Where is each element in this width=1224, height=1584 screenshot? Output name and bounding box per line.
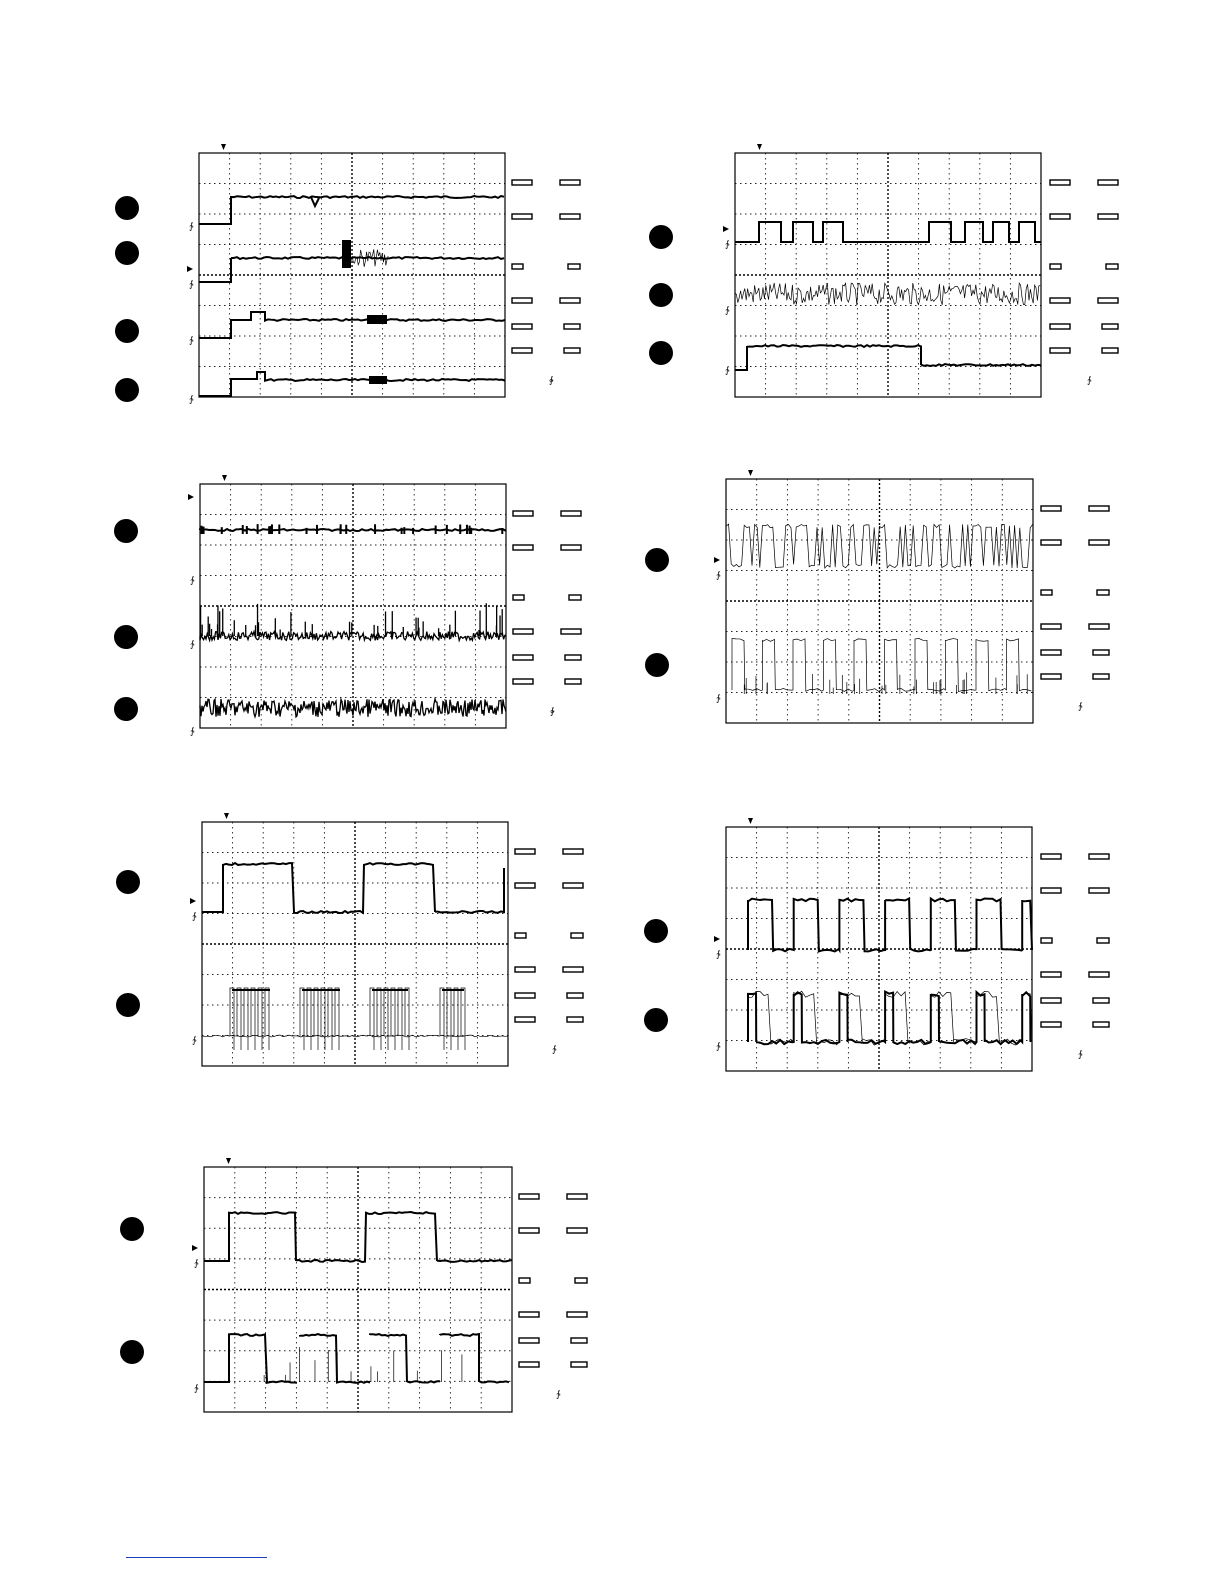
readout-bar-right bbox=[560, 180, 580, 185]
channel-badge bbox=[645, 548, 669, 572]
readout-bar-right bbox=[561, 511, 581, 516]
trigger-slope-symbol: ∲ bbox=[549, 376, 554, 386]
channel-2-trace bbox=[732, 639, 1031, 694]
readout-bar-left bbox=[519, 1194, 539, 1199]
readout-bar-right bbox=[564, 348, 580, 353]
readout-bar-right bbox=[563, 883, 583, 888]
readout-bar-left bbox=[1041, 972, 1061, 977]
readout-bar-left bbox=[519, 1312, 539, 1317]
ground-reference-marker: ∱ bbox=[716, 571, 721, 581]
trigger-level-marker bbox=[190, 898, 196, 904]
readout-bar-right bbox=[568, 264, 580, 269]
ground-reference-marker: ∱ bbox=[725, 306, 730, 316]
readout-bar-right bbox=[560, 214, 580, 219]
readout-bar-left bbox=[1050, 348, 1070, 353]
readout-bar-right bbox=[567, 1194, 587, 1199]
readout-bar-right bbox=[1093, 1022, 1109, 1027]
channel-badge bbox=[115, 196, 139, 220]
readout-bar-left bbox=[1041, 674, 1061, 679]
channel-badge bbox=[120, 1217, 144, 1241]
readout-bar-left bbox=[513, 511, 533, 516]
channel-2-trace bbox=[748, 991, 1032, 1045]
oscilloscope-panel-p6 bbox=[644, 818, 1109, 1071]
oscilloscope-panel-p2 bbox=[649, 144, 1118, 397]
readout-bar-left bbox=[512, 324, 532, 329]
channel-badge bbox=[649, 283, 673, 307]
channel-2-spikes bbox=[264, 1347, 462, 1382]
readout-bar-right bbox=[1089, 540, 1109, 545]
channel-4-burst bbox=[369, 376, 387, 384]
readout-bar-right bbox=[563, 849, 583, 854]
ground-reference-marker: ∱ bbox=[190, 640, 195, 650]
readout-bar-left bbox=[513, 655, 533, 660]
ground-reference-marker: ∱ bbox=[725, 366, 730, 376]
ground-reference-marker: ∱ bbox=[716, 950, 721, 960]
readout-bar-left bbox=[1050, 180, 1070, 185]
readout-bar-left bbox=[1041, 650, 1061, 655]
readout-bar-right bbox=[1093, 674, 1109, 679]
channel-badge bbox=[115, 319, 139, 343]
trigger-level-marker bbox=[723, 226, 729, 232]
trigger-position-marker bbox=[757, 144, 762, 150]
readout-bar-left bbox=[515, 993, 535, 998]
trigger-level-marker bbox=[192, 1245, 198, 1251]
readout-bar-left bbox=[1041, 624, 1061, 629]
readout-bar-left bbox=[1041, 1022, 1061, 1027]
readout-bar-left bbox=[513, 679, 533, 684]
ground-reference-marker: ∱ bbox=[716, 694, 721, 704]
trigger-level-marker bbox=[188, 494, 194, 500]
readout-bar-right bbox=[1102, 324, 1118, 329]
trigger-slope-symbol: ∱ bbox=[552, 1045, 557, 1055]
readout-bar-left bbox=[513, 629, 533, 634]
channel-badge bbox=[644, 919, 668, 943]
ground-reference-marker: ∱ bbox=[189, 336, 194, 346]
readout-bar-left bbox=[1041, 854, 1061, 859]
readout-bar-left bbox=[1041, 998, 1061, 1003]
channel-badge bbox=[649, 225, 673, 249]
channel-2-trace bbox=[204, 1334, 509, 1383]
readout-bar-right bbox=[567, 1312, 587, 1317]
ground-reference-marker: ∱ bbox=[189, 222, 194, 232]
readout-bar-left bbox=[513, 545, 533, 550]
footer-rule bbox=[126, 1557, 267, 1558]
readout-bar-left bbox=[512, 180, 532, 185]
oscilloscope-panel-p7 bbox=[120, 1158, 587, 1412]
channel-badge bbox=[645, 653, 669, 677]
readout-bar-right bbox=[571, 1362, 587, 1367]
channel-2-ringing bbox=[748, 992, 1030, 1045]
channel-badge bbox=[115, 241, 139, 265]
readout-bar-right bbox=[567, 1017, 583, 1022]
channel-1-trace bbox=[202, 863, 504, 913]
readout-bar-left bbox=[1041, 506, 1061, 511]
ground-reference-marker: ∱ bbox=[192, 912, 197, 922]
readout-bar-right bbox=[1098, 298, 1118, 303]
channel-badge bbox=[114, 697, 138, 721]
ground-reference-marker: ∱ bbox=[192, 1036, 197, 1046]
channel-badge bbox=[116, 870, 140, 894]
readout-bar-right bbox=[571, 1338, 587, 1343]
trigger-position-marker bbox=[222, 475, 227, 481]
ground-reference-marker: ∱ bbox=[190, 576, 195, 586]
readout-bar-right bbox=[1102, 348, 1118, 353]
oscilloscope-panel-p4 bbox=[645, 470, 1109, 723]
channel-2-burst bbox=[342, 240, 351, 268]
readout-bar-right bbox=[561, 545, 581, 550]
readout-bar-left bbox=[1041, 590, 1052, 595]
readout-bar-right bbox=[567, 993, 583, 998]
channel-1-glitch bbox=[311, 197, 319, 206]
ground-reference-marker: ∱ bbox=[725, 240, 730, 250]
readout-bar-right bbox=[569, 595, 581, 600]
trigger-slope-symbol: ∱ bbox=[1078, 1050, 1083, 1060]
readout-bar-left bbox=[515, 933, 526, 938]
readout-bar-left bbox=[512, 264, 523, 269]
channel-badge bbox=[114, 625, 138, 649]
readout-bar-left bbox=[512, 214, 532, 219]
channel-badge bbox=[120, 1340, 144, 1364]
readout-bar-right bbox=[1097, 938, 1109, 943]
readout-bar-left bbox=[519, 1228, 539, 1233]
readout-bar-right bbox=[571, 933, 583, 938]
readout-bar-left bbox=[519, 1278, 530, 1283]
readout-bar-right bbox=[561, 629, 581, 634]
trigger-slope-symbol: ∱ bbox=[556, 1390, 561, 1400]
trigger-position-marker bbox=[226, 1158, 231, 1164]
readout-bar-left bbox=[1050, 298, 1070, 303]
readout-bar-left bbox=[515, 967, 535, 972]
ground-reference-marker: ∱ bbox=[194, 1259, 199, 1269]
ground-reference-marker: ∱ bbox=[189, 395, 194, 405]
channel-badge bbox=[649, 341, 673, 365]
readout-bar-left bbox=[515, 849, 535, 854]
channel-3-burst bbox=[367, 315, 387, 324]
trigger-slope-symbol: ∱ bbox=[1078, 702, 1083, 712]
readout-bar-left bbox=[1050, 264, 1061, 269]
readout-bar-right bbox=[1089, 506, 1109, 511]
oscilloscope-panel-p3 bbox=[114, 475, 581, 737]
readout-bar-left bbox=[519, 1362, 539, 1367]
readout-bar-left bbox=[1050, 214, 1070, 219]
readout-bar-right bbox=[1106, 264, 1118, 269]
trigger-position-marker bbox=[224, 813, 229, 819]
readout-bar-right bbox=[1089, 888, 1109, 893]
readout-bar-left bbox=[519, 1338, 539, 1343]
readout-bar-right bbox=[560, 298, 580, 303]
trigger-slope-symbol: ∱ bbox=[1087, 376, 1092, 386]
readout-bar-left bbox=[1041, 540, 1061, 545]
readout-bar-left bbox=[512, 298, 532, 303]
trigger-level-marker bbox=[187, 266, 193, 272]
oscilloscope-panel-p1 bbox=[115, 144, 580, 405]
readout-bar-right bbox=[1089, 624, 1109, 629]
readout-bar-left bbox=[515, 883, 535, 888]
readout-bar-right bbox=[1089, 854, 1109, 859]
readout-bar-right bbox=[1093, 998, 1109, 1003]
readout-bar-left bbox=[513, 595, 524, 600]
channel-badge bbox=[115, 378, 139, 402]
readout-bar-left bbox=[1050, 324, 1070, 329]
ground-reference-marker: ∱ bbox=[189, 280, 194, 290]
readout-bar-left bbox=[512, 348, 532, 353]
trigger-level-marker bbox=[714, 557, 720, 563]
channel-1-trace bbox=[726, 524, 1033, 568]
readout-bar-right bbox=[1089, 972, 1109, 977]
channel-4-trace bbox=[199, 372, 505, 396]
ground-reference-marker: ∱ bbox=[194, 1384, 199, 1394]
channel-badge bbox=[116, 993, 140, 1017]
readout-bar-left bbox=[1041, 938, 1052, 943]
channel-badge bbox=[114, 519, 138, 543]
readout-bar-right bbox=[565, 655, 581, 660]
readout-bar-right bbox=[1093, 650, 1109, 655]
trigger-position-marker bbox=[221, 144, 226, 150]
ground-reference-marker: ∱ bbox=[716, 1042, 721, 1052]
readout-bar-right bbox=[1098, 180, 1118, 185]
readout-bar-left bbox=[515, 1017, 535, 1022]
trigger-position-marker bbox=[748, 470, 753, 476]
readout-bar-right bbox=[567, 1228, 587, 1233]
oscilloscope-panel-p5 bbox=[116, 813, 583, 1066]
trigger-position-marker bbox=[748, 818, 753, 824]
readout-bar-right bbox=[565, 679, 581, 684]
trigger-level-marker bbox=[714, 936, 720, 942]
readout-bar-left bbox=[1041, 888, 1061, 893]
readout-bar-right bbox=[1098, 214, 1118, 219]
channel-badge bbox=[644, 1008, 668, 1032]
channel-1-trace bbox=[748, 899, 1032, 952]
readout-bar-right bbox=[564, 324, 580, 329]
trigger-slope-symbol: ∲ bbox=[550, 707, 555, 717]
readout-bar-right bbox=[563, 967, 583, 972]
readout-bar-right bbox=[1097, 590, 1109, 595]
ground-reference-marker: ∱ bbox=[190, 727, 195, 737]
readout-bar-right bbox=[575, 1278, 587, 1283]
